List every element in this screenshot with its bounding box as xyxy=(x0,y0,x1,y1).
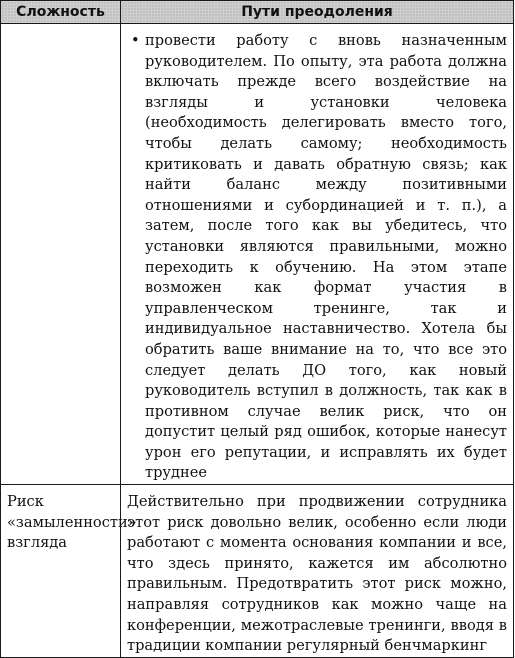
solution-cell xyxy=(121,485,514,658)
solution-text: Действительно при продвижении сотрудника этот риск довольно велик, особенно если люди работают с момента основания компании и все, что здесь принято, кажется им абсолютно правильным. Предотвратить этот риск можно, направляя сотрудников как можно чаще на конференции, межотраслевые тренинги, вводя в традиции компании регулярный бенчмаркинг xyxy=(127,493,507,655)
difficulty-cell-empty xyxy=(1,24,121,485)
table-row xyxy=(1,485,514,658)
solution-cell xyxy=(121,24,514,485)
difficulty-cell xyxy=(1,485,137,658)
bullet-icon: • xyxy=(131,32,140,49)
header-solutions: Пути преодоления xyxy=(121,1,514,24)
bullet-item xyxy=(121,24,513,484)
header-difficulty: Сложность xyxy=(1,1,121,24)
solution-text: провести работу с вновь назначенным руководителем. По опыту, эта работа должна включать прежде всего воздействие на взгляды и установки человека (необходимость делегировать вместо того, чтобы делать самому; необходимость критиковать и давать обратную связь; как найти баланс между позитивными отношениями и субординацией и т. п.), а затем, после того как вы убедитесь, что установки являются правильными, можно переходить к обучению. На этом этапе возможен как формат участия в управленческом тренинге, так и индивидуальное наставничество. Хотела бы обратить ваше внимание на то, что все это следует делать ДО того, как новый руководитель вступил в должность, так как в противном случае велик риск, что он допустит целый ряд ошибок, которые нанесут урон его репутации, и исправлять их будет труднее xyxy=(145,32,507,482)
table-row xyxy=(1,24,514,485)
difficulty-label xyxy=(1,24,120,31)
difficulty-label: Риск «замыленности» взгляда xyxy=(7,493,137,552)
header-row xyxy=(1,1,514,24)
